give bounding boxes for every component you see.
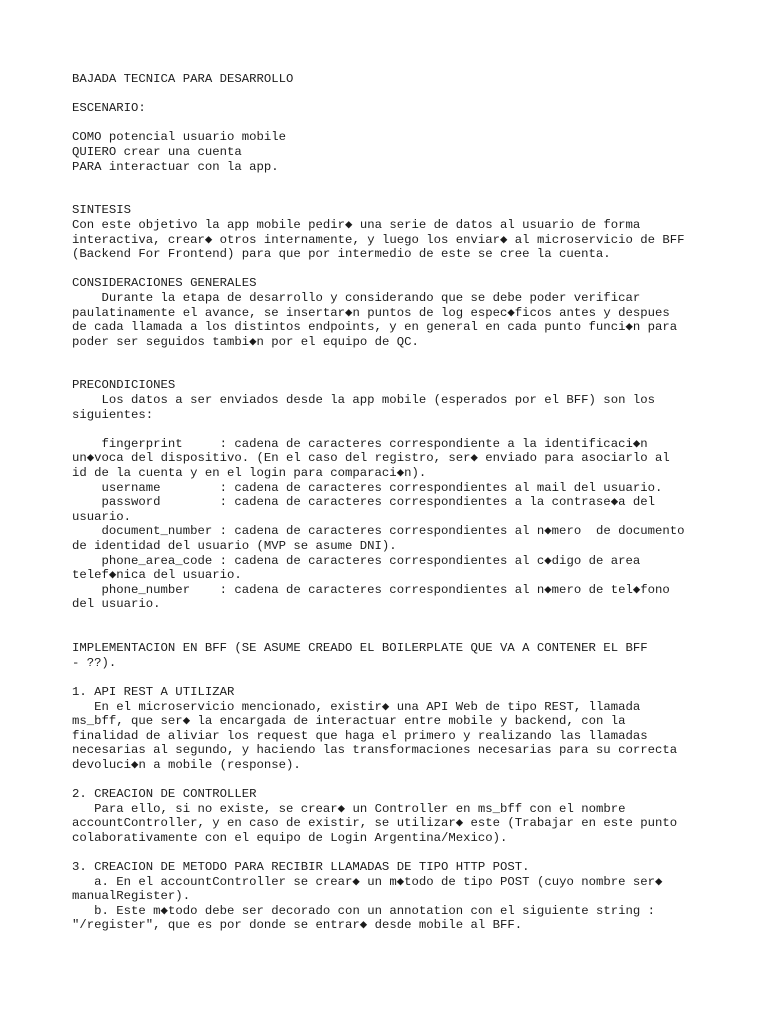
document-text: BAJADA TECNICA PARA DESARROLLO ESCENARIO: COMO potencial usuario mobile QUIERO crear una cuenta PARA interactuar con la app. SINTESIS Con este objetivo la app mobile pedir◆ una serie de datos al usuario de forma interactiva, crear◆ otros internamente, y luego los enviar◆ al microservicio de BFF (Backend For Frontend) para que por intermedio de este se cree la cuenta. CONSIDERACIONES GENERALES Durante la etapa de desarrollo y considerando que se debe poder verificar paulatinamente el avance, se insertar◆n puntos de log espec◆ficos antes y despues de cada llamada a los distintos endpoints, y en general en cada punto funci◆n para poder ser seguidos tambi◆n por el equipo de QC. PRECONDICIONES Los datos a ser enviados desde la app mobile (esperados por el BFF) son los siguientes: fingerprint : cadena de caracteres correspondiente a la identificaci◆n un◆voca del dispositivo. (En el caso del registro, ser◆ enviado para asociarlo al id de la cuenta y en el login para comparaci◆n). username : cadena de caracteres correspondientes al mail del usuario. password : cadena de caracteres correspondientes a la contrase◆a del usuario. document_number : cadena de caracteres correspondientes al n◆mero de documento de identidad del usuario (MVP se asume DNI). phone_area_code : cadena de caracteres correspondientes al c◆digo de area telef◆nica del usuario. phone_number : cadena de caracteres correspondientes al n◆mero de tel◆fono del usuario. IMPLEMENTACION EN BFF (SE ASUME CREADO EL BOILERPLATE QUE VA A CONTENER EL BFF - ??). 1. API REST A UTILIZAR En el microservicio mencionado, existir◆ una API Web de tipo REST, llamada ms_bff, que ser◆ la encargada de interactuar entre mobile y backend, con la finalidad de aliviar los request que haga el primero y realizando las llamadas necesarias al segundo, y haciendo las transformaciones necesarias para su correcta devoluci◆n a mobile (response). 2. CREACION DE CONTROLLER Para ello, si no existe, se crear◆ un Controller en ms_bff con el nombre accountController, y en caso de existir, se utilizar◆ este (Trabajar en este punto colaborativamente con el equipo de Login Argentina/Mexico). 3. CREACION DE METODO PARA RECIBIR LLAMADAS DE TIPO HTTP POST. a. En el accountController se crear◆ un m◆todo de tipo POST (cuyo nombre ser◆ manualRegister). b. Este m◆todo debe ser decorado con un annotation con el siguiente string : "/register", que es por donde se entrar◆ desde mobile al BFF.	[72, 72, 685, 933]
